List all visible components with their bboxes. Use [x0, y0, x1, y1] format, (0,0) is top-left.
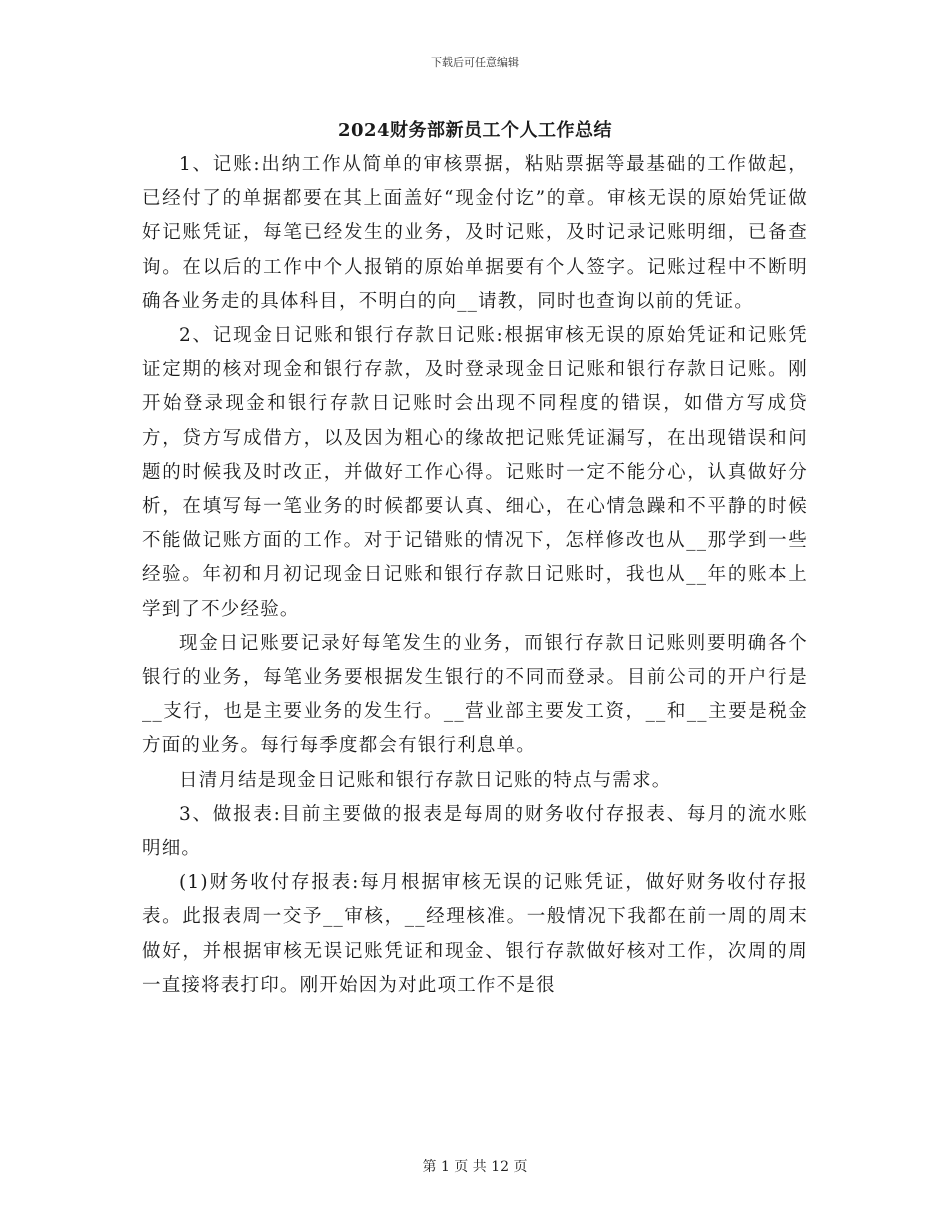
paragraph: 现金日记账要记录好每笔发生的业务，而银行存款日记账则要明确各个银行的业务，每笔业务要根据发生银行的不同而登录。目前公司的开户行是__支行，也是主要业务的发生行。__营业部主要发工资，__和__主要是税金方面的业务。每行每季度都会有银行利息单。 — [142, 632, 808, 757]
header-note: 下载后可任意编辑 — [431, 56, 519, 69]
document-title: 2024财务部新员工个人工作总结 — [337, 120, 613, 141]
paragraph: 1、记账:出纳工作从简单的审核票据，粘贴票据等最基础的工作做起，已经付了的单据都要在其上面盖好“现金付讫”的章。审核无误的原始凭证做好记账凭证，每笔已经发生的业务，及时记账，及时记录记账明细，已备查询。在以后的工作中个人报销的原始单据要有个人签字。记账过程中不断明确各业务走的具体科目，不明白的向__请教，同时也查询以前的凭证。 — [142, 154, 808, 312]
document-body — [142, 148, 808, 1003]
paragraph: 日清月结是现金日记账和银行存款日记账的特点与需求。 — [179, 769, 672, 791]
paragraph: 3、做报表:目前主要做的报表是每周的财务收付存报表、每月的流水账明细。 — [142, 803, 808, 860]
page-number: 第 1 页 共 12 页 — [422, 1159, 528, 1175]
paragraph: 2、记现金日记账和银行存款日记账:根据审核无误的原始凭证和记账凭证定期的核对现金和银行存款，及时登录现金日记账和银行存款日记账。刚开始登录现金和银行存款日记账时会出现不同程度的错误，如借方写成贷方，贷方写成借方，以及因为粗心的缘故把记账凭证漏写，在出现错误和问题的时候我及时改正，并做好工作心得。记账时一定不能分心，认真做好分析，在填写每一笔业务的时候都要认真、细心，在心情急躁和不平静的时候不能做记账方面的工作。对于记错账的情况下，怎样修改也从__那学到一些经验。年初和月初记现金日记账和银行存款日记账时，我也从__年的账本上学到了不少经验。 — [142, 325, 808, 620]
paragraph: (1)财务收付存报表:每月根据审核无误的记账凭证，做好财务收付存报表。此报表周一交予__审核，__经理核准。一般情况下我都在前一周的周末做好，并根据审核无误记账凭证和现金、银行存款做好核对工作，次周的周一直接将表打印。刚开始因为对此项工作不是很 — [142, 872, 808, 996]
